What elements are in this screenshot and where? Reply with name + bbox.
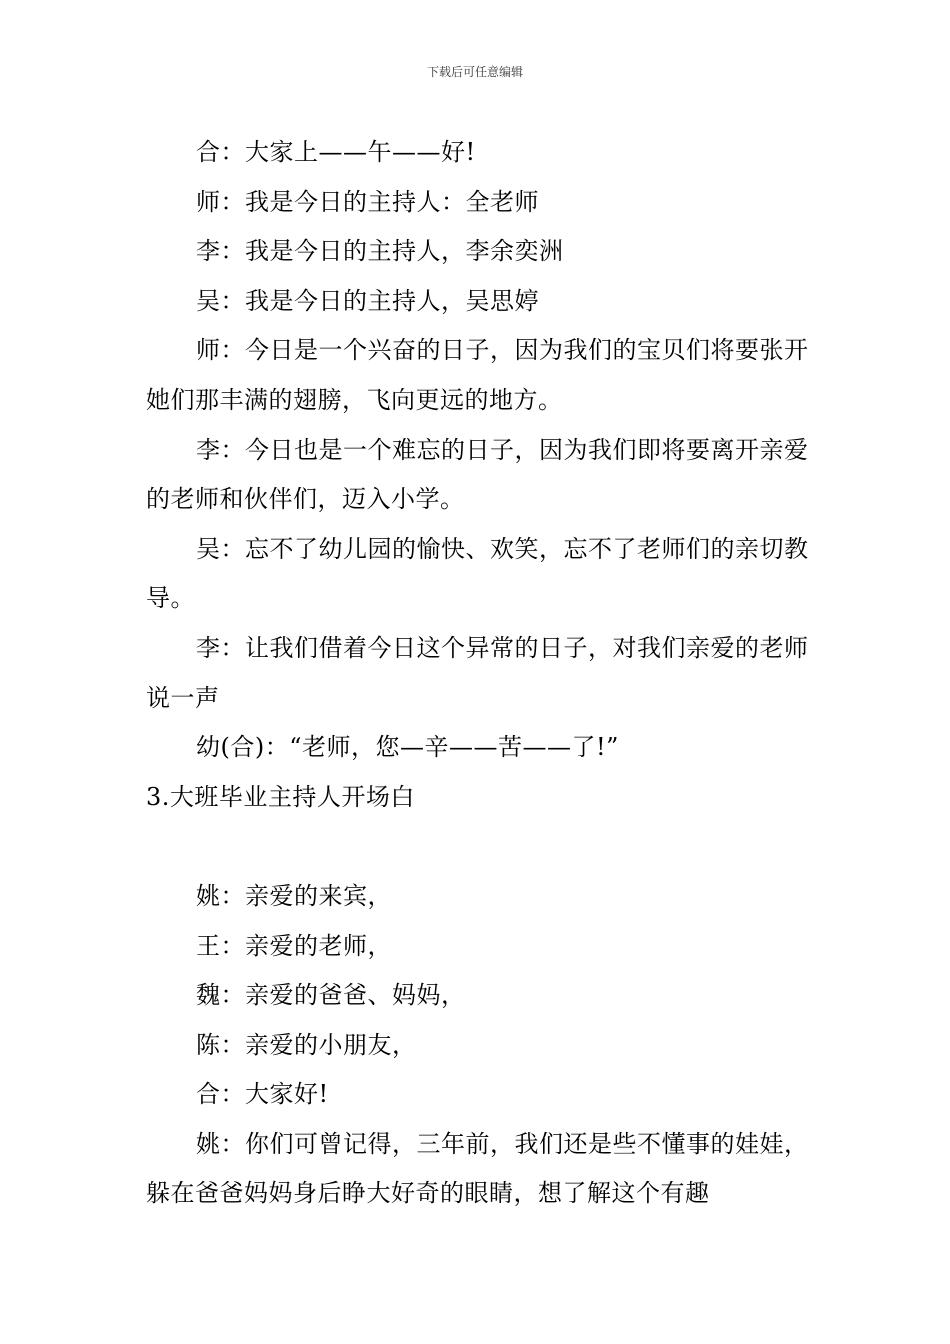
section-heading: 3.大班毕业主持人开场白: [146, 782, 415, 811]
paragraph: 王：亲爱的老师，: [196, 931, 392, 960]
page-header-note: 下载后可任意编辑: [426, 65, 523, 79]
paragraph: 吴：忘不了幼儿园的愉快、欢笑，忘不了老师们的亲切教导。: [146, 534, 809, 613]
blank-line: [146, 822, 811, 872]
paragraph: 姚：你们可曾记得，三年前，我们还是些不懂事的娃娃，躲在爸爸妈妈身后睁大好奇的眼睛，想了解这个有趣: [146, 1129, 809, 1208]
paragraph: 陈：亲爱的小朋友，: [196, 1030, 417, 1059]
paragraph: 合：大家上——午——好!: [196, 138, 476, 166]
paragraph: 师：今日是一个兴奋的日子，因为我们的宝贝们将要张开她们那丰满的翅膀，飞向更远的地方。: [146, 336, 809, 414]
paragraph: 师：我是今日的主持人：全老师: [196, 187, 539, 216]
paragraph: 吴：我是今日的主持人，吴思婷: [196, 286, 539, 315]
document-body: [146, 128, 811, 1219]
paragraph: 合：大家好!: [196, 1080, 329, 1109]
paragraph: 李：让我们借着今日这个异常的日子，对我们亲爱的老师说一声: [146, 633, 809, 712]
paragraph: 李：我是今日的主持人，李余奕洲: [196, 237, 564, 266]
paragraph: 魏：亲爱的爸爸、妈妈，: [196, 981, 466, 1010]
paragraph: 姚：亲爱的来宾，: [196, 881, 392, 910]
paragraph: 幼(合)：“老师，您—辛——苦——了!”: [196, 733, 619, 762]
paragraph: 李：今日也是一个难忘的日子，因为我们即将要离开亲爱的老师和伙伴们，迈入小学。: [146, 435, 809, 514]
